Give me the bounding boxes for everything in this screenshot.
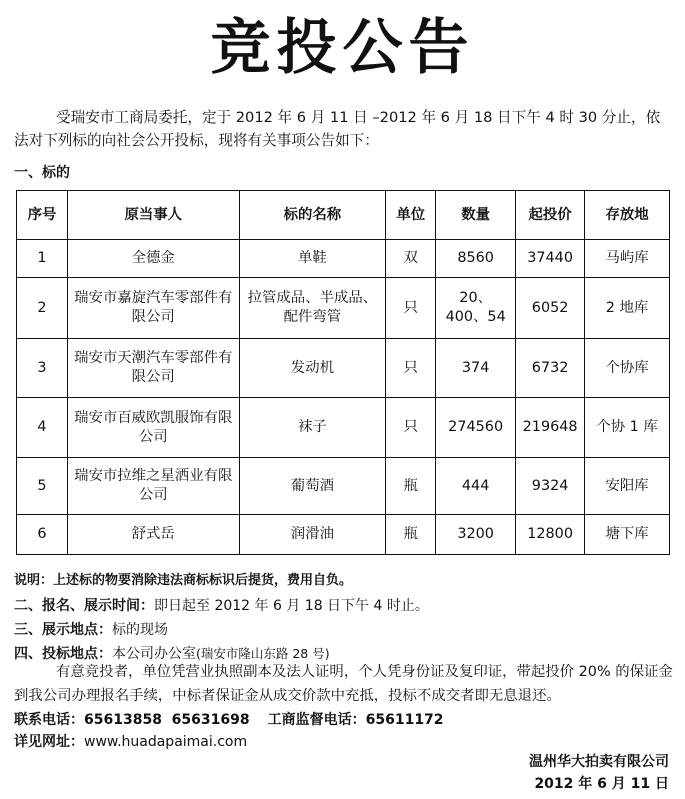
cell-quantity: 274560 — [436, 398, 516, 458]
location-label: 三、展示地点： — [14, 622, 112, 638]
cell-item-name: 单鞋 — [239, 240, 386, 278]
cell-unit: 只 — [386, 398, 436, 458]
location-line — [14, 620, 676, 640]
cell-quantity: 374 — [436, 339, 516, 398]
cell-start-price: 37440 — [516, 240, 585, 278]
cell-quantity: 444 — [436, 458, 516, 515]
cell-unit: 瓶 — [386, 458, 436, 515]
cell-quantity: 3200 — [436, 515, 516, 555]
cell-item-name: 发动机 — [239, 339, 386, 398]
cell-index: 3 — [17, 339, 68, 398]
place-text: 本公司办公室 — [112, 646, 196, 662]
time-label: 二、报名、展示时间： — [14, 598, 154, 614]
cell-unit: 双 — [386, 240, 436, 278]
note-text: 上述标的物要消除违法商标标识后提货，费用自负。 — [53, 573, 353, 588]
cell-party: 瑞安市天潮汽车零部件有限公司 — [67, 339, 239, 398]
header-start-price: 起投价 — [516, 191, 585, 240]
time-line — [14, 596, 676, 616]
cell-unit: 只 — [386, 339, 436, 398]
phone-label: 联系电话： — [14, 712, 84, 728]
header-quantity: 数量 — [436, 191, 516, 240]
cell-party: 瑞安市嘉旋汽车零部件有限公司 — [67, 278, 239, 339]
cell-unit: 只 — [386, 278, 436, 339]
location-text: 标的现场 — [112, 622, 168, 638]
website-line — [14, 732, 676, 752]
cell-item-name: 润滑油 — [239, 515, 386, 555]
website-label: 详见网址： — [14, 734, 84, 750]
cell-storage: 个协 1 库 — [585, 398, 670, 458]
cell-start-price: 9324 — [516, 458, 585, 515]
table-row — [17, 278, 670, 339]
cell-index: 6 — [17, 515, 68, 555]
cell-item-name: 拉管成品、半成品、配件弯管 — [239, 278, 386, 339]
cell-unit: 瓶 — [386, 515, 436, 555]
cell-index: 2 — [17, 278, 68, 339]
body-text: 有意竞投者，单位凭营业执照副本及法人证明，个人凭身份证及复印证，带起投价 20% 的保证金到我公司办理报名手续，中标者保证金从成交价款中充抵，投标不成交者即无息退还。 — [14, 664, 673, 704]
cell-party: 瑞安市拉维之星洒业有限公司 — [67, 458, 239, 515]
cell-item-name: 袜子 — [239, 398, 386, 458]
cell-start-price: 6052 — [516, 278, 585, 339]
header-party: 原当事人 — [67, 191, 239, 240]
header-index: 序号 — [17, 191, 68, 240]
cell-start-price: 219648 — [516, 398, 585, 458]
cell-index: 5 — [17, 458, 68, 515]
contact-line — [14, 710, 676, 730]
cell-storage: 马屿库 — [585, 240, 670, 278]
intro-paragraph — [14, 106, 674, 152]
website-url[interactable]: www.huadapaimai.com — [84, 734, 248, 750]
cell-index: 1 — [17, 240, 68, 278]
signature-company: 温州华大拍卖有限公司 — [529, 754, 669, 770]
body-paragraph — [14, 660, 676, 708]
cell-start-price: 6732 — [516, 339, 585, 398]
cell-storage: 2 地库 — [585, 278, 670, 339]
signature-date: 2012 年 6 月 11 日 — [534, 776, 669, 792]
note-label: 说明： — [14, 573, 54, 588]
header-unit: 单位 — [386, 191, 436, 240]
cell-quantity: 8560 — [436, 240, 516, 278]
intro-text: 受瑞安市工商局委托，定于 2012 年 6 月 11 日 –2012 年 6 月 18 日下午 4 时 30 分止，依法对下列标的向社会公开投标，现将有关事项公告如下： — [14, 109, 661, 149]
phone-numbers: 65613858 65631698 — [84, 712, 250, 728]
cell-party: 全德金 — [67, 240, 239, 278]
items-table — [16, 190, 670, 555]
section-heading-items: 一、标的 — [14, 165, 70, 181]
cell-item-name: 葡萄酒 — [239, 458, 386, 515]
time-text: 即日起至 2012 年 6 月 18 日下午 4 时止。 — [154, 598, 429, 614]
supervise-label: 工商监督电话： — [267, 712, 366, 728]
place-label: 四、投标地点： — [14, 646, 112, 662]
cell-storage: 塘下库 — [585, 515, 670, 555]
page-title: 竞投公告 — [210, 13, 475, 83]
cell-storage: 安阳库 — [585, 458, 670, 515]
table-row — [17, 240, 670, 278]
header-storage: 存放地 — [585, 191, 670, 240]
table-row — [17, 458, 670, 515]
table-header-row — [17, 191, 670, 240]
table-row — [17, 339, 670, 398]
header-item-name: 标的名称 — [239, 191, 386, 240]
note-line — [14, 571, 676, 591]
cell-storage: 个协库 — [585, 339, 670, 398]
cell-index: 4 — [17, 398, 68, 458]
cell-party: 瑞安市百威欧凯服饰有限公司 — [67, 398, 239, 458]
cell-start-price: 12800 — [516, 515, 585, 555]
cell-quantity: 20、400、54 — [436, 278, 516, 339]
table-row — [17, 398, 670, 458]
place-address: (瑞安市隆山东路 28 号) — [196, 646, 330, 661]
cell-party: 舒式岳 — [67, 515, 239, 555]
supervise-phone: 65611172 — [365, 712, 444, 728]
table-row — [17, 515, 670, 555]
